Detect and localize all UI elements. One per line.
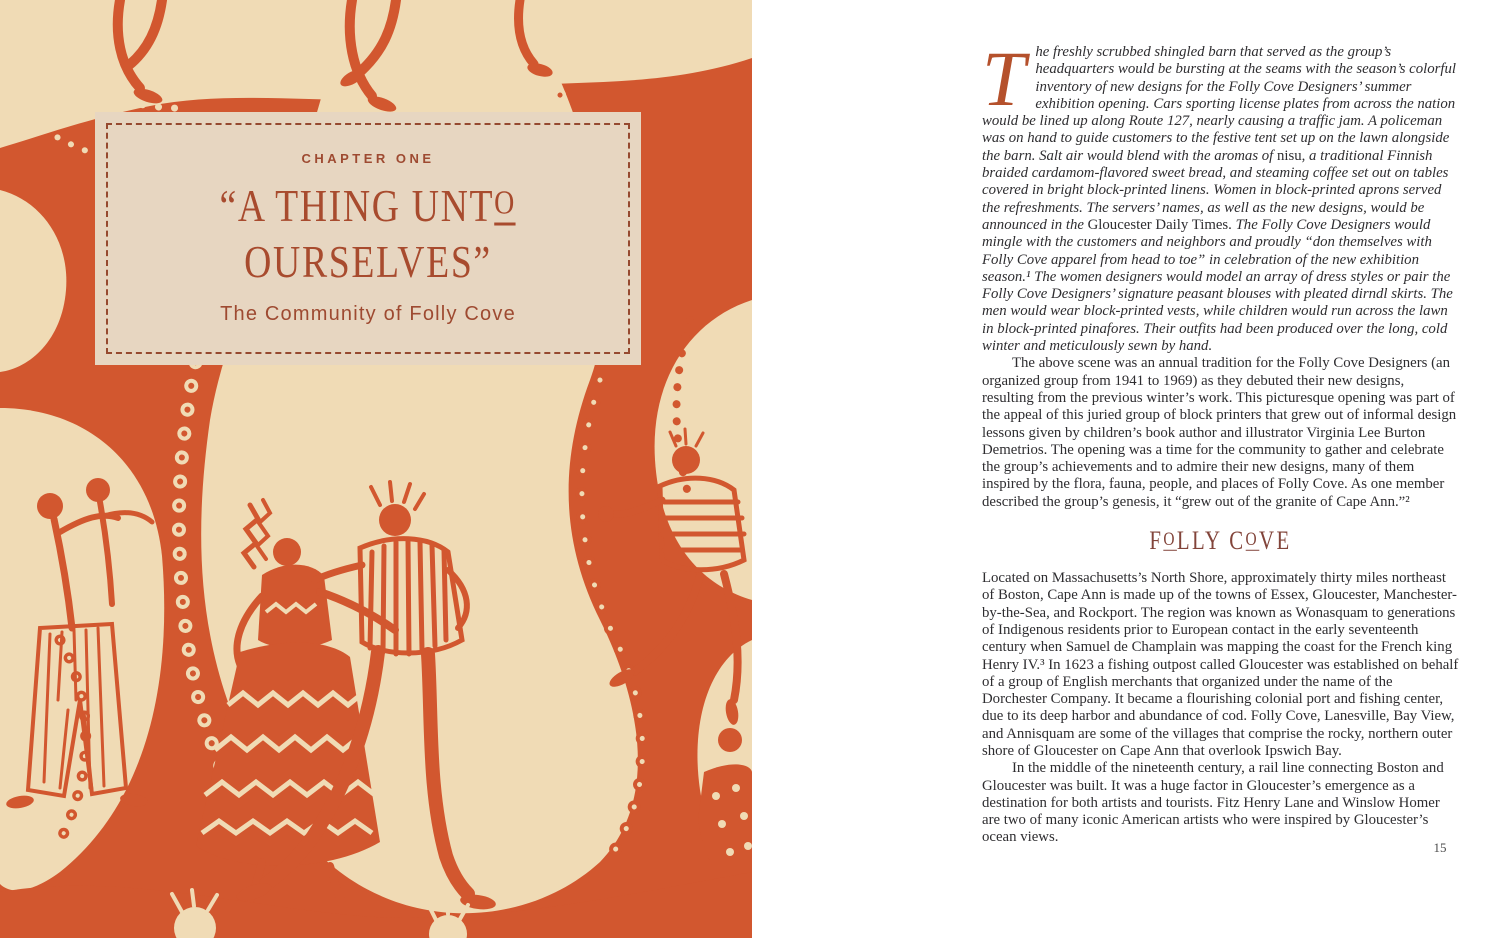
chapter-subtitle: The Community of Folly Cove xyxy=(220,302,516,325)
chapter-title-panel-border xyxy=(106,123,630,354)
paragraph-annual-tradition: The above scene was an annual tradition for the Folly Cove Designers (an organized group from 1941 to 1969) as they debuted their new designs, resulting from the previous winter’s work. This picturesque opening was part of the appeal of this juried group of block printers that grew out of informal design lessons given by children’s book author and illustrator Virginia Lee Burton Demetrios. The opening was a time for the community to gather and celebrate the group’s achievements and to admire their new designs, many of them inspired by the flora, fauna, people, and places of Folly Cove. As one member described the group’s genesis, it “grew out of the granite of Cape Ann.”² xyxy=(982,355,1457,510)
drop-cap: T xyxy=(982,35,1026,122)
chapter-title-panel xyxy=(95,112,641,365)
paragraph-opening xyxy=(982,35,1459,355)
page-number: 15 xyxy=(1433,840,1447,855)
right-page xyxy=(752,0,1500,938)
body-text-column xyxy=(982,35,1459,847)
paragraph-located: Located on Massachusetts’s North Shore, approximately thirty miles northeast of Boston, Cape Ann is made up of the towns of Essex, Gloucester, Manchester-by-the-Sea, and Rockport. The region was known as Wonasquam to generations of Indigenous residents prior to European contact in the early seventeenth century when Samuel de Champlain was mapping the coast for the French king Henry IV.³ In 1623 a fishing outpost called Gloucester was established on behalf of a group of English merchants that organized under the name of the Dorchester Company. It became a flourishing colonial port and fishing center, due to its deep harbor and abundance of cod. Folly Cove, Lanesville, Bay View, and Annisquam are some of the villages that comprise the rocky, northern outer shore of Gloucester on Cape Ann that overlook Ipswich Bay. xyxy=(982,570,1459,759)
chapter-title-line1: “A THING UNTO xyxy=(219,180,517,232)
chapter-label: CHAPTER ONE xyxy=(301,151,435,167)
paragraph-opening-text: he freshly scrubbed shingled barn that served as the group’s headquarters would be bursting at the seams with the season’s colorful inventory of new designs for the Folly Cove Designers’ summer exhibition opening. Cars sporting license plates from across the nation would be lined up along Route 127, nearly causing a traffic jam. A policeman was on hand to guide customers to the festive tent set up on the lawn alongside the barn. Salt air would blend with the aromas of nisu, a traditional Finnish braided cardamom-flavored sweet bread, and steaming coffee set out on tables covered in bright block-printed linens. Women in block-printed aprons served the refreshments. The servers’ names, as well as the new designs, would be announced in the Gloucester Daily Times. The Folly Cove Designers would mingle with the customers and neighbors and proudly “don themselves with Folly Cove apparel from head to toe” in celebration of the new exhibition season.¹ The women designers would model an array of dress styles or pair the Folly Cove Designers’ signature peasant blouses with pleated dirndl skirts. The men would wear block-printed vests, while children would run across the lawn in block-printed pinafores. Their outfits had been produced over the long, cold winter and meticulously sewn by hand. xyxy=(982,44,1457,355)
paragraph-rail-line: In the middle of the nineteenth century, a rail line connecting Boston and Gloucester was built. It was a huge factor in Gloucester’s emergence as a destination for both artists and tourists. Fitz Henry Lane and Winslow Homer are two of many iconic American artists who were inspired by Gloucester’s ocean views. xyxy=(982,760,1444,846)
section-heading-folly-cove: FOLLY COVE xyxy=(1149,526,1292,556)
chapter-title-line2: OURSELVES” xyxy=(244,235,492,287)
